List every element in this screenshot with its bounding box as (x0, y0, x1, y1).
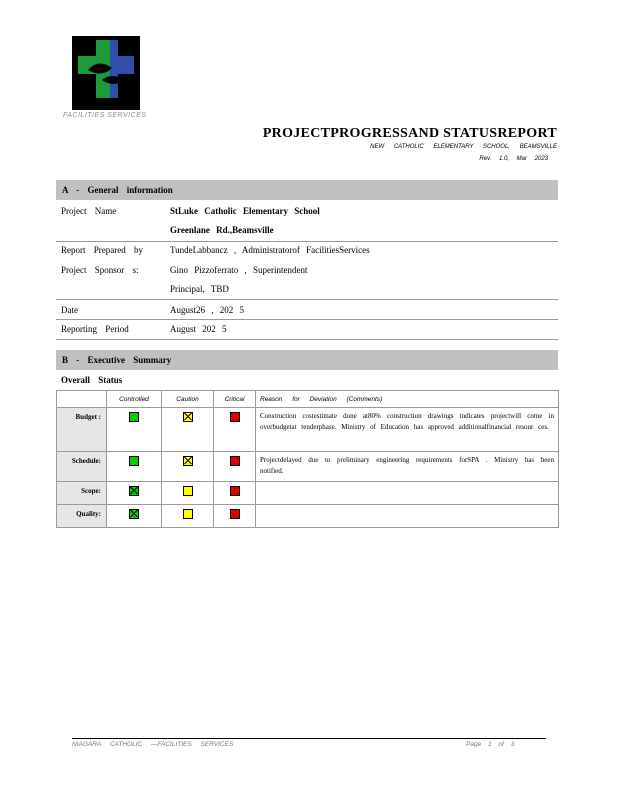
status-header-row (57, 391, 559, 408)
project-name-line1: StLuke Catholic Elementary School (170, 206, 320, 216)
status-table (56, 390, 559, 528)
logo-caption: FACILITIES SERVICES (63, 112, 147, 119)
budget-controlled-checkbox[interactable] (129, 412, 139, 422)
row-divider (56, 241, 558, 242)
prepared-by-value: TundeLabbancz , Administratorof FacilitiesServices (170, 245, 370, 255)
controlled-header: Controlled (107, 391, 162, 408)
schedule-caution-checkbox[interactable] (183, 456, 193, 466)
date-label: Date (61, 305, 78, 315)
table-row-scope (57, 482, 559, 505)
reporting-period-label: Reporting Period (61, 324, 129, 334)
budget-critical-checkbox[interactable] (230, 412, 240, 422)
row-divider (56, 339, 558, 340)
footer-divider (72, 738, 546, 739)
reporting-period-value: August 202 5 (170, 324, 227, 334)
budget-label: Budget : (57, 408, 107, 452)
caution-header: Caution (162, 391, 214, 408)
row-divider (56, 319, 558, 320)
section-a-heading: A - General information (56, 180, 558, 200)
prepared-by-label: Report Prepared by (61, 245, 143, 255)
footer-page-number: Page 1 of 3 (466, 741, 515, 748)
schedule-controlled-checkbox[interactable] (129, 456, 139, 466)
sponsors-label: Project Sponsor s: (61, 265, 139, 275)
scope-label: Scope: (57, 482, 107, 505)
niagara-catholic-logo (72, 36, 140, 110)
report-subtitle: NEW CATHOLIC ELEMENTARY SCHOOL, BEAMSVILLE (370, 144, 557, 150)
report-title: PROJECTPROGRESSAND STATUSREPORT (262, 126, 557, 141)
scope-comment (256, 482, 559, 505)
quality-label: Quality: (57, 505, 107, 528)
quality-comment (256, 505, 559, 528)
status-header-blank (57, 391, 107, 408)
reason-header: Reason for Deviation (Comments) (256, 391, 559, 408)
critical-header: Critical (214, 391, 256, 408)
date-value: August26 , 202 5 (170, 305, 245, 315)
budget-comment: Construction costestimate done at80% construction drawings indicates projectwill come in overbudgetat tenderphase. Ministry of Education has approved additionalfinancial resour ces. (256, 408, 559, 452)
footer-org: NIAGARA CATHOLIC —FACILITIES SERVICES (72, 741, 234, 748)
sponsors-line1: Gino Pizzoferrato , Superintendent (170, 265, 308, 275)
project-name-line2: Greenlane Rd.,Beamsville (170, 225, 274, 235)
sponsors-line2: Principal, TBD (170, 284, 229, 294)
schedule-comment: Projectdelayed due to preliminary engineering requirements forSPA . Ministry has been notified. (256, 452, 559, 482)
table-row-quality (57, 505, 559, 528)
quality-caution-checkbox[interactable] (183, 509, 193, 519)
section-b-heading: B - Executive Summary (56, 350, 558, 370)
quality-critical-checkbox[interactable] (230, 509, 240, 519)
overall-status-heading: Overall Status (61, 375, 123, 385)
scope-critical-checkbox[interactable] (230, 486, 240, 496)
scope-caution-checkbox[interactable] (183, 486, 193, 496)
budget-caution-checkbox[interactable] (183, 412, 193, 422)
report-revision: Rev. 1.0, Mar 2023 (479, 156, 548, 162)
scope-controlled-checkbox[interactable] (129, 486, 139, 496)
row-divider (56, 299, 558, 300)
table-row-schedule (57, 452, 559, 482)
project-name-label: Project Name (61, 206, 117, 216)
table-row-budget (57, 408, 559, 452)
schedule-label: Schedule: (57, 452, 107, 482)
schedule-critical-checkbox[interactable] (230, 456, 240, 466)
quality-controlled-checkbox[interactable] (129, 509, 139, 519)
